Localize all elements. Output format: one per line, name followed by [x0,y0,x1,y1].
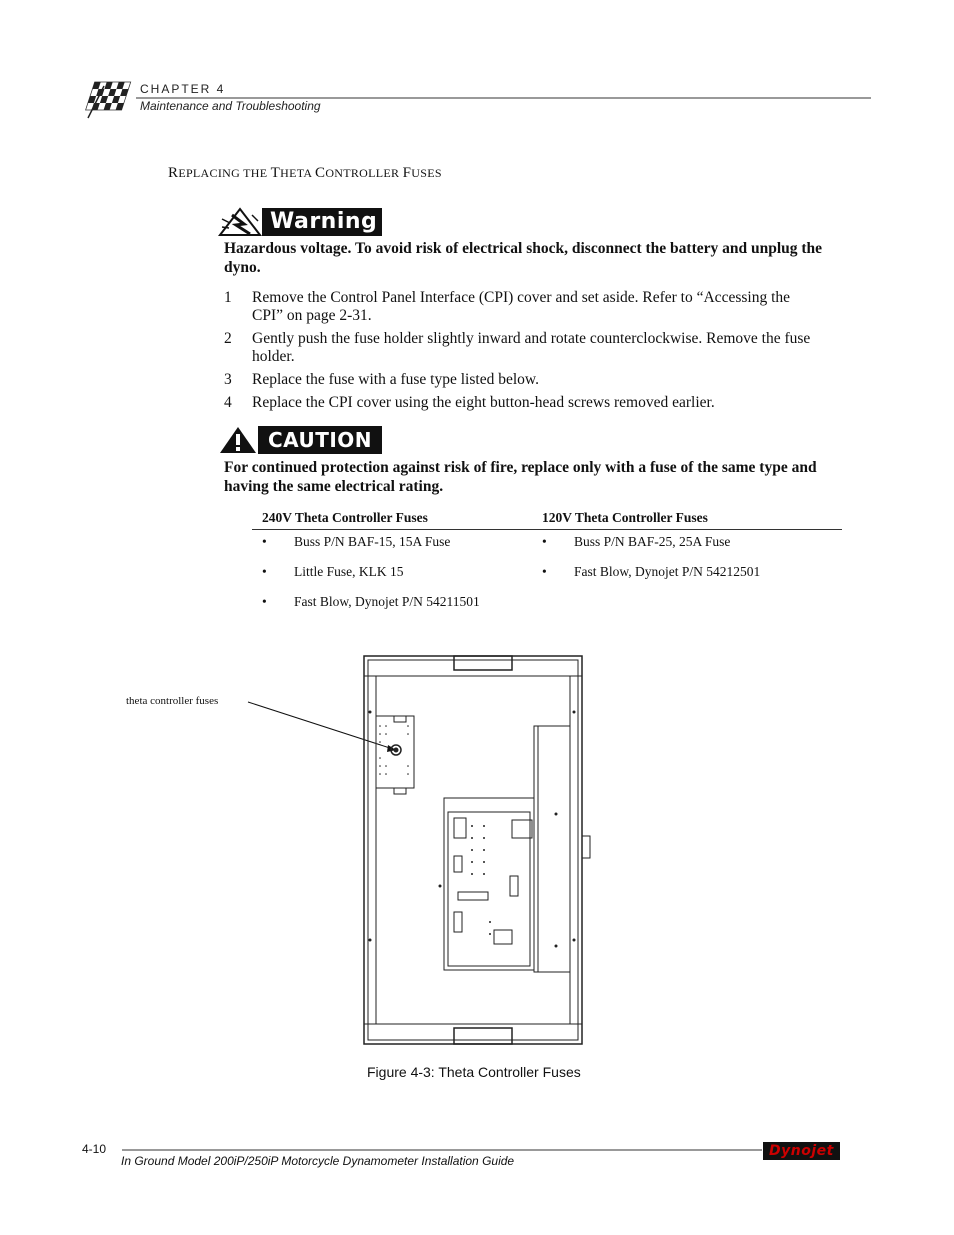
list-item: • Fast Blow, Dynojet P/N 54211501 [262,594,480,609]
caution-text: For continued protection against risk of fire, replace only with a fuse of the same type and having the same electrical rating. [224,459,817,495]
checkered-flag-icon [82,78,134,120]
list-item: 2 Gently push the fuse holder slightly inward and rotate counterclockwise. Remove the fuse holder. [224,330,811,365]
section-title [168,165,442,182]
callout-label: theta controller fuses [126,695,219,707]
list-item: 3 Replace the fuse with a fuse type listed below. [224,371,539,388]
caution-label: CAUTION [260,428,380,452]
title-part: FUSES [402,165,442,181]
page-number: 4-10 [82,1142,107,1156]
exclamation-triangle-icon [218,425,258,455]
chapter-subtitle: Maintenance and Troubleshooting [140,99,321,113]
column-header-120v: 120V Theta Controller Fuses [542,510,708,525]
chapter-label: CHAPTER 4 [140,82,226,96]
title-part: CONTROLLER [315,165,403,181]
list-item: • Buss P/N BAF-25, 25A Fuse [542,534,731,549]
steps-list [224,289,812,412]
list-item: • Fast Blow, Dynojet P/N 54212501 [542,564,761,579]
list-item: 4 Replace the CPI cover using the eight button-head screws removed earlier. [224,394,715,411]
table-header-rule [252,529,842,530]
warning-text: Hazardous voltage. To avoid risk of electrical shock, disconnect the battery and unplug the dyno. [224,240,823,276]
column-header-240v: 240V Theta Controller Fuses [262,510,428,525]
list-item: • Little Fuse, KLK 15 [262,564,404,579]
fuse-table [252,508,842,618]
dynojet-logo: Dynojet [763,1142,840,1160]
warning-badge [218,207,382,237]
caution-badge [218,425,382,455]
footer-divider [122,1149,762,1151]
title-part: THETA [270,165,315,181]
list-item: • Buss P/N BAF-15, 15A Fuse [262,534,451,549]
footer-title: In Ground Model 200iP/250iP Motorcycle Dynamometer Installation Guide [121,1154,515,1168]
warning-label: Warning [264,210,380,234]
figure-caption: Figure 4-3: Theta Controller Fuses [367,1064,581,1080]
controller-drawing [240,650,600,1050]
electrical-hazard-icon [218,207,262,237]
title-part: REPLACING THE [168,165,271,181]
list-item: 1 Remove the Control Panel Interface (CPI) cover and set aside. Refer to “Accessing the CPI” on page 2-31. [224,289,791,324]
